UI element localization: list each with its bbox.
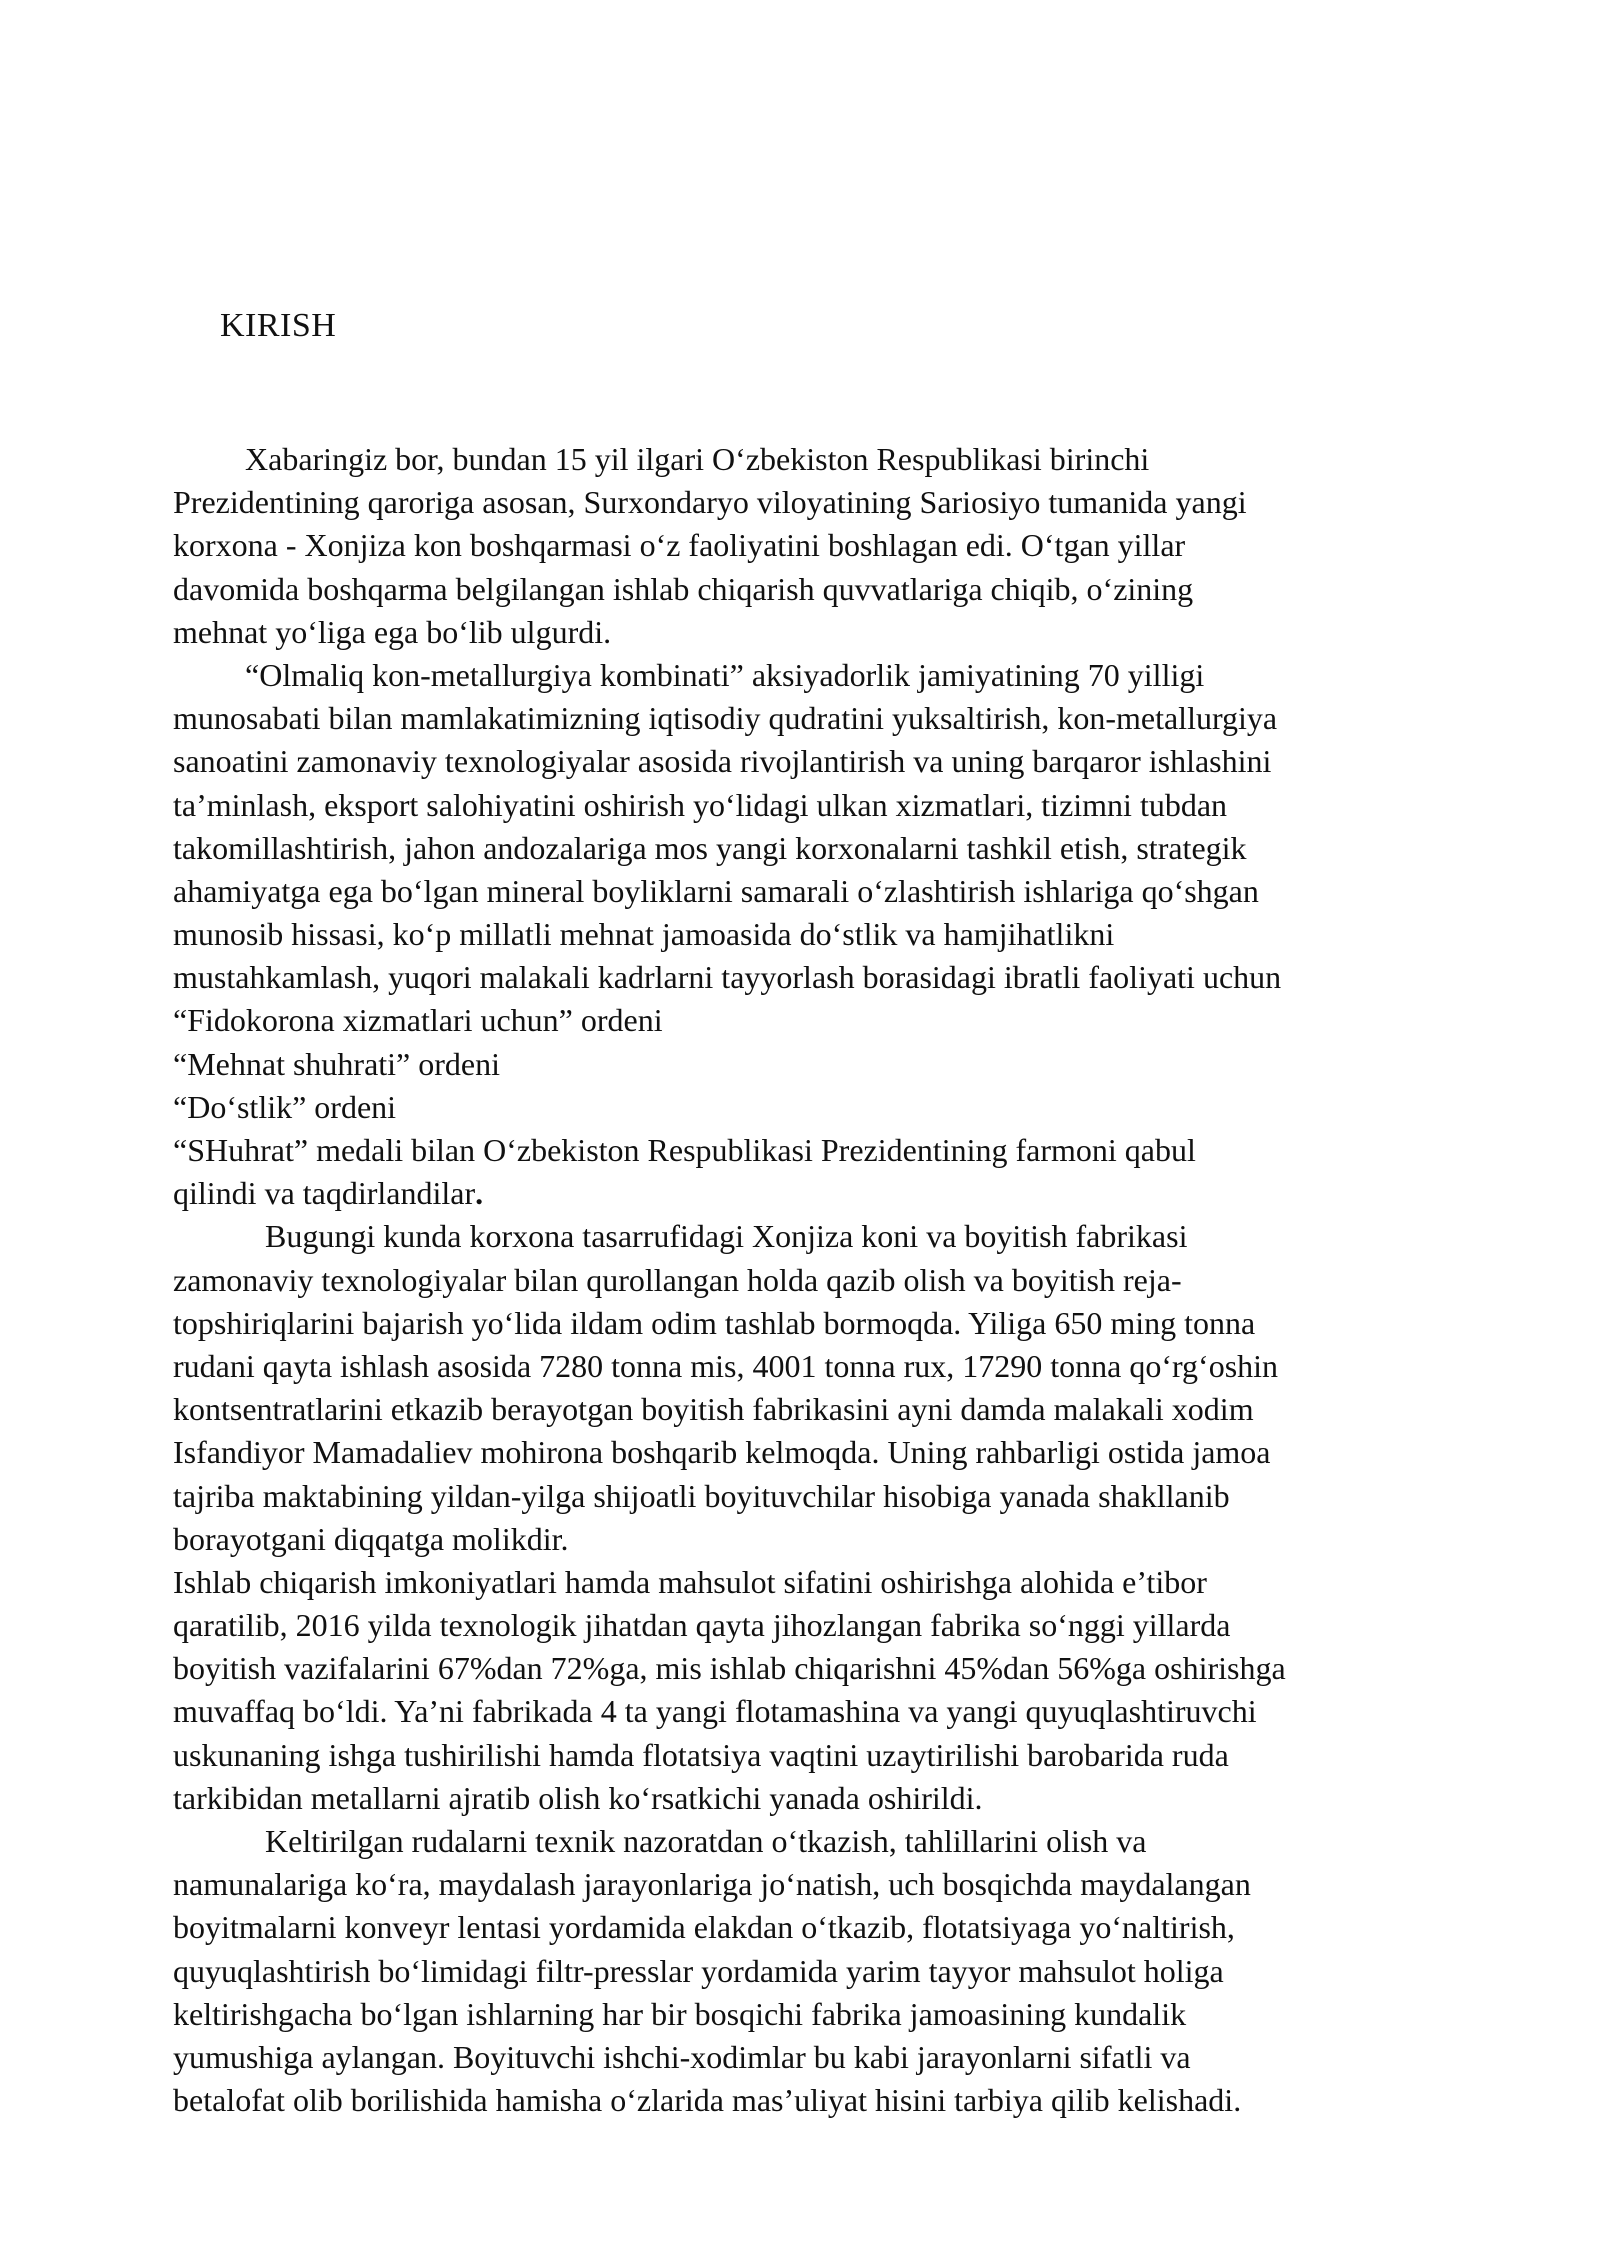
award-line: “Do‘stlik” ordeni	[173, 1088, 397, 1125]
text-line: ta’minlash, eksport salohiyatini oshirish yo‘lidagi ulkan xizmatlari, tizimni tubdan	[173, 786, 1228, 823]
text-line: borayotgani diqqatga molikdir.	[173, 1520, 569, 1557]
text-line	[173, 1172, 1493, 1215]
text-line: quyuqlashtirish bo‘limidagi filtr-presslar yordamida yarim tayyor mahsulot holiga	[173, 1952, 1224, 1989]
text-line: muvaffaq bo‘ldi. Ya’ni fabrikada 4 ta yangi flotamashina va yangi quyuqlashtiruvchi	[173, 1693, 1257, 1730]
award-line: “SHuhrat” medali bilan O‘zbekiston Respublikasi Prezidentining farmoni qabul	[173, 1132, 1196, 1168]
text-fragment: qilindi va taqdirlandilar	[173, 1175, 476, 1212]
text-line: zamonaviy texnologiyalar bilan qurollangan holda qazib olish va boyitish reja-	[173, 1261, 1182, 1298]
text-line: Isfandiyor Mamadaliev mohirona boshqarib kelmoqda. Uning rahbarligi ostida jamoa	[173, 1434, 1271, 1471]
text-line: munosib hissasi, ko‘p millatli mehnat jamoasida do‘stlik va hamjihatlikni	[173, 916, 1115, 953]
award-line: “Fidokorona xizmatlari uchun” ordeni	[173, 1002, 663, 1039]
text-line: takomillashtirish, jahon andozalariga mos yangi korxonalarni tashkil etish, strategik	[173, 829, 1247, 866]
text-line: tajriba maktabining yildan-yilga shijoatli boyituvchilar hisobiga yanada shakllanib	[173, 1477, 1230, 1514]
text-line: qaratilib, 2016 yilda texnologik jihatdan qayta jihozlangan fabrika so‘nggi yillarda	[173, 1607, 1231, 1644]
text-line: boyitmalarni konveyr lentasi yordamida elakdan o‘tkazib, flotatsiyaga yo‘naltirish,	[173, 1909, 1235, 1946]
text-line: Xabaringiz bor, bundan 15 yil ilgari O‘zbekiston Respublikasi birinchi	[245, 441, 1150, 477]
text-line: betalofat olib borilishida hamisha o‘zlarida mas’uliyat hisini tarbiya qilib kelishadi.	[173, 2082, 1242, 2119]
text-line: boyitish vazifalarini 67%dan 72%ga, mis ishlab chiqarishni 45%dan 56%ga oshirishga	[173, 1650, 1286, 1687]
text-line: ahamiyatga ega bo‘lgan mineral boyliklarni samarali o‘zlashtirish ishlariga qo‘shgan	[173, 872, 1259, 909]
text-line: tarkibidan metallarni ajratib olish ko‘rsatkichi yanada oshirildi.	[173, 1779, 983, 1816]
heading-kirish: KIRISH	[220, 307, 337, 344]
text-line: keltirishgacha bo‘lgan ishlarning har bir bosqichi fabrika jamoasining kundalik	[173, 1995, 1187, 2032]
award-line: “Mehnat shuhrati” ordeni	[173, 1045, 500, 1082]
text-line: rudani qayta ishlash asosida 7280 tonna mis, 4001 tonna rux, 17290 tonna qo‘rg‘oshin	[173, 1347, 1279, 1384]
body-text	[173, 438, 1493, 2122]
text-line: “Olmaliq kon-metallurgiya kombinati” aksiyadorlik jamiyatining 70 yilligi	[245, 656, 1205, 693]
text-line: topshiriqlarini bajarish yo‘lida ildam odim tashlab bormoqda. Yiliga 650 ming tonna	[173, 1304, 1256, 1341]
text-line: davomida boshqarma belgilangan ishlab chiqarish quvvatlariga chiqib, o‘zining	[173, 570, 1194, 607]
text-line: kontsentratlarini etkazib berayotgan boyitish fabrikasini ayni damda malakali xodim	[173, 1391, 1254, 1428]
text-line: mehnat yo‘liga ega bo‘lib ulgurdi.	[173, 613, 612, 650]
text-line: Ishlab chiqarish imkoniyatlari hamda mahsulot sifatini oshirishga alohida e’tibor	[173, 1563, 1207, 1600]
text-line: Prezidentining qaroriga asosan, Surxondaryo viloyatining Sariosiyo tumanida yangi	[173, 484, 1247, 521]
bold-period: .	[475, 1175, 484, 1212]
text-line: mustahkamlash, yuqori malakali kadrlarni tayyorlash borasidagi ibratli faoliyati uchun	[173, 959, 1282, 996]
text-line: yumushiga aylangan. Boyituvchi ishchi-xodimlar bu kabi jarayonlarni sifatli va	[173, 2038, 1191, 2075]
text-line: Keltirilgan rudalarni texnik nazoratdan o‘tkazish, tahlillarini olish va	[265, 1823, 1147, 1859]
text-line: sanoatini zamonaviy texnologiyalar asosida rivojlantirish va uning barqaror ishlashini	[173, 743, 1272, 780]
text-line: korxona - Xonjiza kon boshqarmasi o‘z faoliyatini boshlagan edi. O‘tgan yillar	[173, 527, 1186, 564]
text-line: Bugungi kunda korxona tasarrufidagi Xonjiza koni va boyitish fabrikasi	[265, 1218, 1188, 1255]
text-line: munosabati bilan mamlakatimizning iqtisodiy qudratini yuksaltirish, kon-metallurgiya	[173, 700, 1278, 737]
text-line: namunalariga ko‘ra, maydalash jarayonlariga jo‘natish, uch bosqichda maydalangan	[173, 1866, 1251, 1903]
text-line: uskunaning ishga tushirilishi hamda flotatsiya vaqtini uzaytirilishi barobarida ruda	[173, 1736, 1229, 1773]
